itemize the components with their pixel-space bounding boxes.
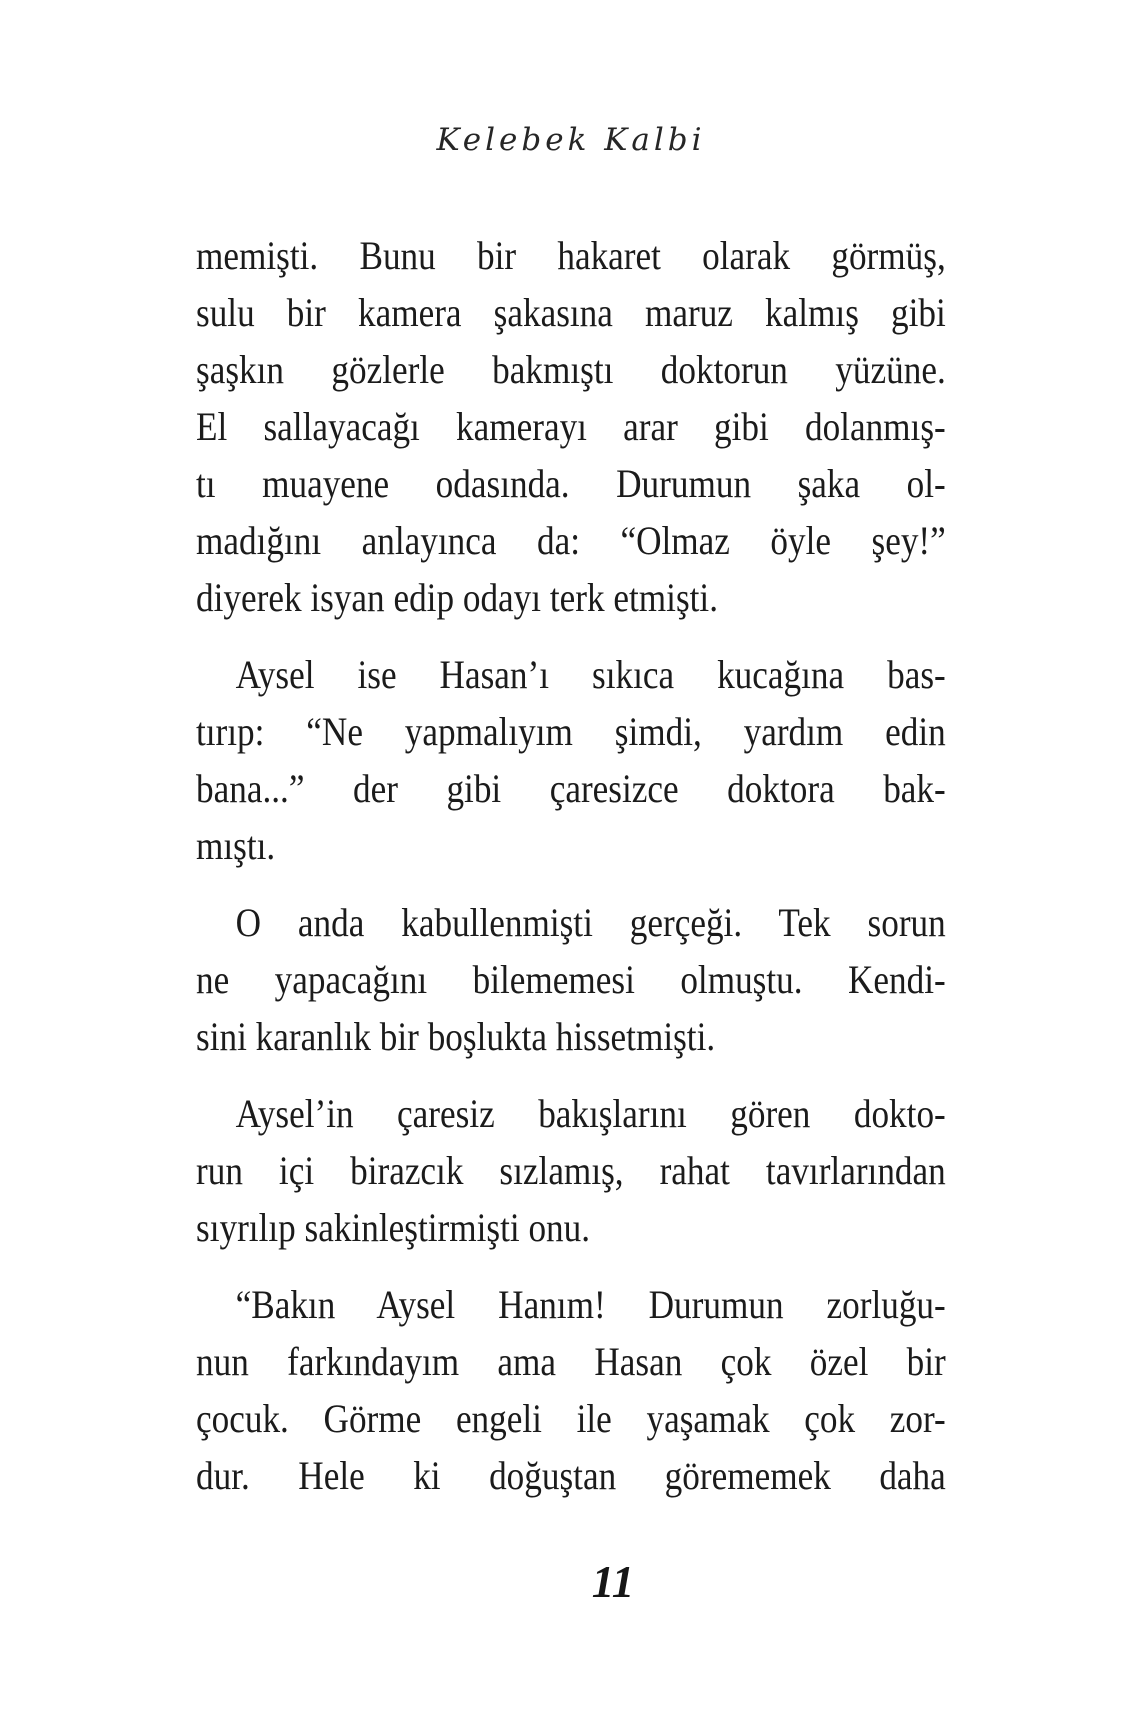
text-line: El sallayacağı kamerayı arar gibi dolanmış-: [196, 404, 946, 449]
text-line: Aysel’in çaresiz bakışlarını gören dokto-: [235, 1091, 946, 1136]
text-line: memişti. Bunu bir hakaret olarak görmüş,: [196, 233, 946, 278]
paragraph: [196, 227, 946, 626]
text-line: nun farkındayım ama Hasan çok özel bir: [196, 1339, 946, 1384]
text-line: diyerek isyan edip odayı terk etmişti.: [196, 575, 719, 620]
text-line: ne yapacağını bilememesi olmuştu. Kendi-: [196, 957, 946, 1002]
text-line: tırıp: “Ne yapmalıyım şimdi, yardım edin: [196, 709, 946, 754]
text-line: sini karanlık bir boşlukta hissetmişti.: [196, 1014, 716, 1059]
paragraph: [196, 1085, 946, 1256]
paragraph: [196, 1276, 946, 1504]
page-number: 11: [591, 1557, 635, 1607]
paragraph: [196, 646, 946, 874]
text-line: Aysel ise Hasan’ı sıkıca kucağına bas-: [235, 652, 946, 697]
text-line: dur. Hele ki doğuştan görememek daha: [196, 1453, 946, 1498]
text-line: çocuk. Görme engeli ile yaşamak çok zor-: [196, 1396, 946, 1441]
text-line: O anda kabullenmişti gerçeği. Tek sorun: [235, 900, 946, 945]
text-line: sıyrılıp sakinleştirmişti onu.: [196, 1205, 591, 1250]
text-line: sulu bir kamera şakasına maruz kalmış gibi: [196, 290, 946, 335]
text-line: tı muayene odasında. Durumun şaka ol-: [196, 461, 946, 506]
paragraph: [196, 894, 946, 1065]
text-line: mıştı.: [196, 823, 276, 868]
text-line: şaşkın gözlerle bakmıştı doktorun yüzüne.: [196, 347, 946, 392]
text-line: run içi birazcık sızlamış, rahat tavırlarından: [196, 1148, 946, 1193]
text-line: madığını anlayınca da: “Olmaz öyle şey!”: [196, 518, 946, 563]
running-head-book-title: Kelebek Kalbi: [436, 122, 706, 158]
text-line: bana...” der gibi çaresizce doktora bak-: [196, 766, 946, 811]
text-line: “Bakın Aysel Hanım! Durumun zorluğu-: [235, 1282, 946, 1327]
body-text: [196, 227, 946, 1504]
